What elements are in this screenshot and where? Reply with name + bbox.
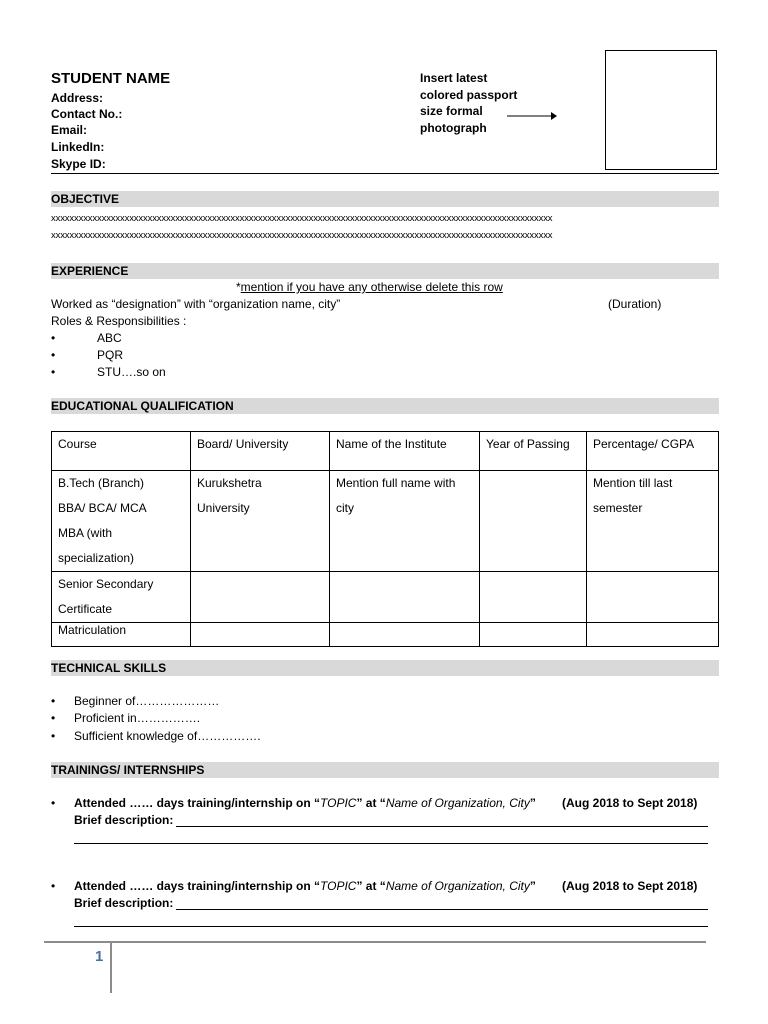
list-item: PQR <box>97 348 124 362</box>
table-row <box>52 572 719 623</box>
address-label: Address: <box>51 91 104 105</box>
table-row <box>52 623 719 647</box>
cell-course: B.Tech (Branch) BBA/ BCA/ MCA MBA (with specialization) <box>52 471 191 572</box>
table-header-row <box>52 432 719 471</box>
cell-year <box>480 623 587 647</box>
col-course: Course <box>52 432 191 471</box>
cell-institute: Mention full name with city <box>330 471 480 572</box>
cell-board <box>191 623 330 647</box>
page-number: 1 <box>95 948 104 965</box>
bullet-icon: • <box>51 711 56 725</box>
col-year: Year of Passing <box>480 432 587 471</box>
cell-course: Senior Secondary Certificate <box>52 572 191 623</box>
footer-divider <box>44 941 706 943</box>
table-row <box>52 471 719 572</box>
cell-percentage: Mention till last semester <box>587 471 719 572</box>
objective-line-1: xxxxxxxxxxxxxxxxxxxxxxxxxxxxxxxxxxxxxxxxxxxxxxxxxxxxxxxxxxxxxxxxxxxxxxxxxxxxxxxxxxxxxxxxxxxxxxxxxxxxxxxxxxxxx <box>51 213 553 224</box>
roles-label: Roles & Responsibilities : <box>51 314 187 328</box>
worked-as-line: Worked as “designation” with “organization name, city” <box>51 297 341 311</box>
student-name: STUDENT NAME <box>51 70 171 87</box>
skills-heading: TECHNICAL SKILLS <box>51 660 719 676</box>
list-item: STU….so on <box>97 365 166 379</box>
cell-course: Matriculation <box>52 623 191 647</box>
cell-institute <box>330 623 480 647</box>
photo-placeholder[interactable] <box>605 50 717 170</box>
bullet-icon: • <box>51 331 56 345</box>
bullet-icon: • <box>51 729 56 743</box>
description-line[interactable] <box>74 926 708 927</box>
photo-note-line: Insert latest <box>420 71 488 85</box>
contact-label: Contact No.: <box>51 107 123 121</box>
cell-percentage <box>587 572 719 623</box>
objective-heading: OBJECTIVE <box>51 191 719 207</box>
cell-board <box>191 572 330 623</box>
photo-note-line: size formal <box>420 104 483 118</box>
email-label: Email: <box>51 123 88 137</box>
bullet-icon: • <box>51 348 56 362</box>
footer-vertical-divider <box>110 943 112 993</box>
col-institute: Name of the Institute <box>330 432 480 471</box>
education-table <box>51 431 719 647</box>
photo-note-line: photograph <box>420 120 487 135</box>
photo-note-line: colored passport <box>420 87 518 102</box>
experience-note: *mention if you have any otherwise delete this row <box>236 280 503 294</box>
objective-line-2: xxxxxxxxxxxxxxxxxxxxxxxxxxxxxxxxxxxxxxxxxxxxxxxxxxxxxxxxxxxxxxxxxxxxxxxxxxxxxxxxxxxxxxxxxxxxxxxxxxxxxxxxxxxxx <box>51 230 553 241</box>
skype-label: Skype ID: <box>51 157 106 171</box>
description-line[interactable] <box>74 843 708 844</box>
list-item: ABC <box>97 331 122 345</box>
description-line[interactable] <box>176 909 708 910</box>
brief-description-label: Brief description: <box>74 896 174 910</box>
linkedin-label: LinkedIn: <box>51 140 105 154</box>
trainings-heading: TRAININGS/ INTERNSHIPS <box>51 762 719 778</box>
cell-board: Kurukshetra University <box>191 471 330 572</box>
list-item: Proficient in……………. <box>74 711 201 725</box>
training-entry: Attended …… days training/internship on “TOPIC” at “Name of Organization, City” <box>74 879 536 893</box>
col-board: Board/ University <box>191 432 330 471</box>
bullet-icon: • <box>51 796 56 810</box>
header-divider <box>51 173 719 174</box>
description-line[interactable] <box>176 826 708 827</box>
bullet-icon: • <box>51 879 56 893</box>
training-dates: (Aug 2018 to Sept 2018) <box>562 796 698 810</box>
education-heading: EDUCATIONAL QUALIFICATION <box>51 398 719 414</box>
duration-label: (Duration) <box>608 297 662 311</box>
cell-institute <box>330 572 480 623</box>
bullet-icon: • <box>51 694 56 708</box>
training-dates: (Aug 2018 to Sept 2018) <box>562 879 698 893</box>
arrow-right-icon <box>507 110 559 122</box>
list-item: Beginner of………………… <box>74 694 220 708</box>
training-entry: Attended …… days training/internship on “TOPIC” at “Name of Organization, City” <box>74 796 536 810</box>
experience-heading: EXPERIENCE <box>51 263 719 279</box>
col-percentage: Percentage/ CGPA <box>587 432 719 471</box>
bullet-icon: • <box>51 365 56 379</box>
brief-description-label: Brief description: <box>74 813 174 827</box>
list-item: Sufficient knowledge of……………. <box>74 729 261 743</box>
cell-year <box>480 572 587 623</box>
cell-year <box>480 471 587 572</box>
photo-instruction <box>420 70 540 136</box>
cell-percentage <box>587 623 719 647</box>
